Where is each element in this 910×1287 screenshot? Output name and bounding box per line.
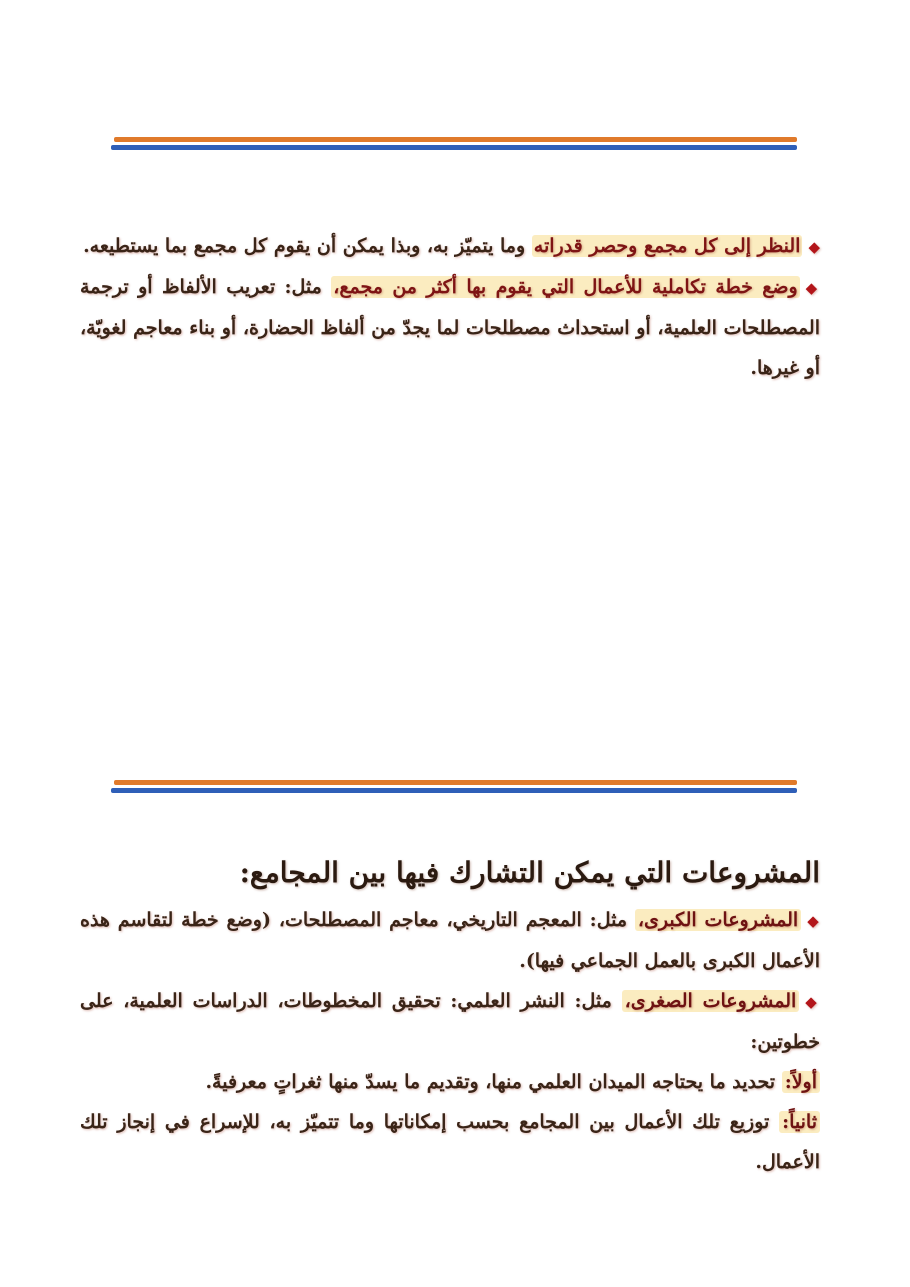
step-first-text: تحديد ما يحتاجه الميدان العلمي منها، وتقديم ما يسدّ منها ثغراتٍ معرفيةً. — [205, 1071, 776, 1093]
bottom-item-1-text: مثل: المعجم التاريخي، معاجم المصطلحات، (وضع خطة لتقاسم هذه الأعمال الكبرى بالعمل الجماعي فيها). — [80, 909, 820, 972]
step-first — [80, 1062, 820, 1102]
top-bullet-item-1 — [80, 226, 820, 267]
bottom-divider-orange-line — [114, 780, 797, 785]
bottom-item-1-highlight: المشروعات الكبرى، — [635, 909, 801, 931]
step-second-text: توزيع تلك الأعمال بين المجامع بحسب إمكاناتها وما تتميّز به، للإسراع في إنجاز تلك الأعمال. — [80, 1111, 820, 1173]
bottom-bullet-item-2 — [80, 981, 820, 1062]
top-divider — [111, 137, 797, 151]
diamond-bullet-icon: ◆ — [805, 279, 820, 297]
bottom-item-2-highlight: المشروعات الصغرى، — [622, 990, 800, 1012]
top-item-2-text: مثل: تعريب الألفاظ أو ترجمة المصطلحات العلمية، أو استحداث مصطلحات لما يجدّ من ألفاظ الحضارة، أو بناء معاجم لغويّة، أو غيرها. — [80, 276, 820, 379]
top-item-1-text: وما يتميّز به، وبذا يمكن أن يقوم كل مجمع بما يستطيعه. — [83, 235, 526, 257]
diamond-bullet-icon: ◆ — [807, 912, 820, 930]
top-text-block — [80, 226, 820, 388]
top-divider-orange-line — [114, 137, 797, 142]
top-divider-blue-line — [111, 145, 797, 150]
bottom-bullet-item-1 — [80, 900, 820, 981]
diamond-bullet-icon: ◆ — [808, 238, 820, 256]
bottom-text-block — [80, 850, 820, 1182]
step-second — [80, 1102, 820, 1182]
bottom-divider — [111, 780, 797, 794]
diamond-bullet-icon: ◆ — [805, 993, 820, 1011]
section-heading: المشروعات التي يمكن التشارك فيها بين المجامع: — [239, 856, 820, 889]
top-bullet-item-2 — [80, 267, 820, 388]
top-item-2-highlight: وضع خطة تكاملية للأعمال التي يقوم بها أكثر من مجمع، — [333, 276, 798, 298]
step-second-label: ثانياً: — [779, 1111, 820, 1133]
top-item-1-highlight: النظر إلى كل مجمع وحصر قدراته — [533, 235, 801, 257]
bottom-item-2-text: مثل: النشر العلمي: تحقيق المخطوطات، الدراسات العلمية، على خطوتين: — [80, 990, 820, 1053]
bottom-divider-blue-line — [111, 788, 797, 793]
step-first-label: أولاً: — [782, 1071, 820, 1093]
